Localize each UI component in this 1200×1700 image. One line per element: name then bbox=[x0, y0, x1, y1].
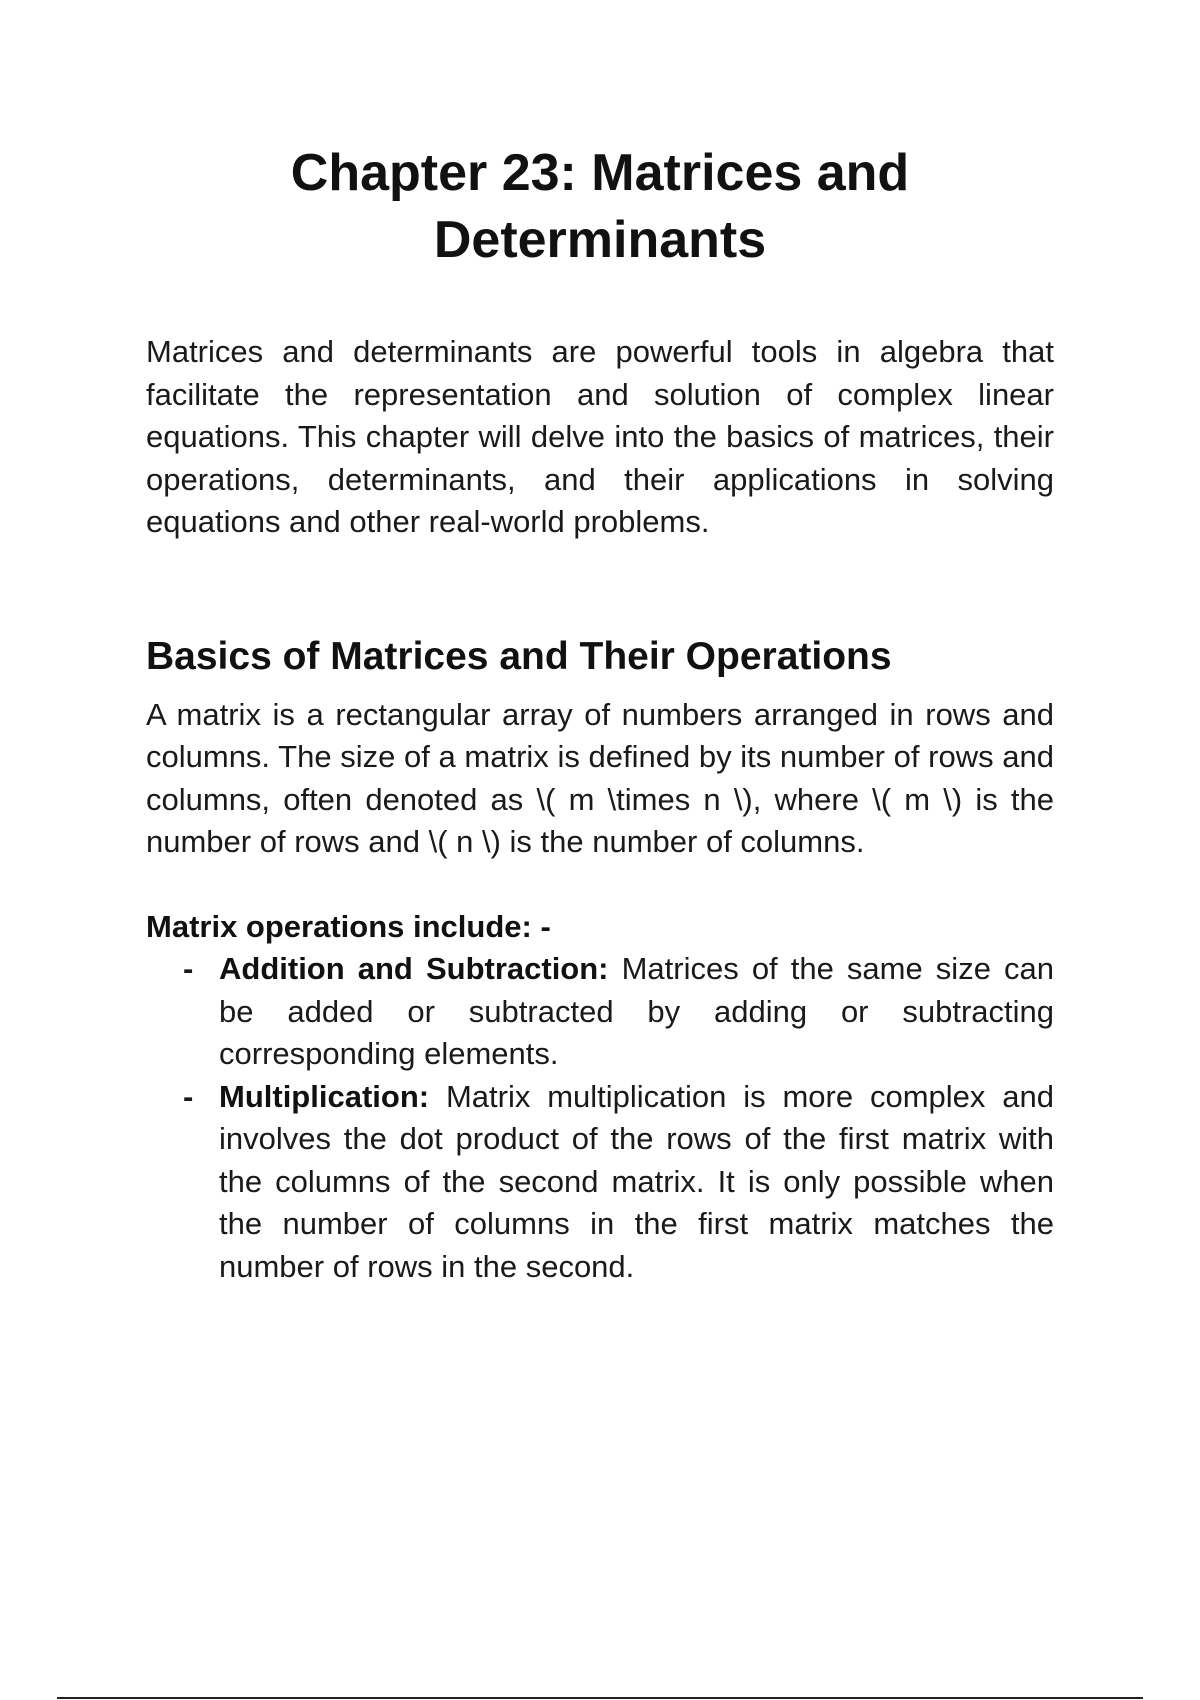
operation-description: Matrices of the same size can be added or subtracted by adding or subtracting corresponding elements. bbox=[219, 951, 1054, 1071]
list-bullet: - bbox=[183, 1078, 194, 1114]
page-content bbox=[146, 331, 1054, 1288]
section-paragraph: A matrix is a rectangular array of numbers arranged in rows and columns. The size of a matrix is defined by its number of rows and columns, often denoted as \( m \times n \), where \( m \) is the number of rows and \( n \) is the number of columns. bbox=[146, 696, 1054, 859]
operation-term: Addition and Subtraction: bbox=[219, 951, 609, 986]
list-item bbox=[146, 1076, 1054, 1289]
list-item bbox=[146, 948, 1054, 1076]
footer-divider bbox=[57, 1697, 1143, 1699]
operations-list-intro: Matrix operations include: - bbox=[146, 908, 551, 944]
operations-list bbox=[146, 948, 1054, 1288]
operation-description: Matrix multiplication is more complex and involves the dot product of the rows of the first matrix with the columns of the second matrix. It is only possible when the number of columns in the first matrix matches the number of rows in the second. bbox=[219, 1078, 1054, 1284]
chapter-title: Chapter 23: Matrices and Determinants bbox=[290, 144, 910, 269]
intro-paragraph: Matrices and determinants are powerful tools in algebra that facilitate the representation and solution of complex linear equations. This chapter will delve into the basics of matrices, their operations, determinants, and their applications in solving equations and other real-world problems. bbox=[146, 334, 1054, 539]
list-bullet: - bbox=[183, 951, 194, 986]
operation-term: Multiplication: bbox=[219, 1078, 430, 1114]
section-heading: Basics of Matrices and Their Operations bbox=[146, 634, 892, 678]
